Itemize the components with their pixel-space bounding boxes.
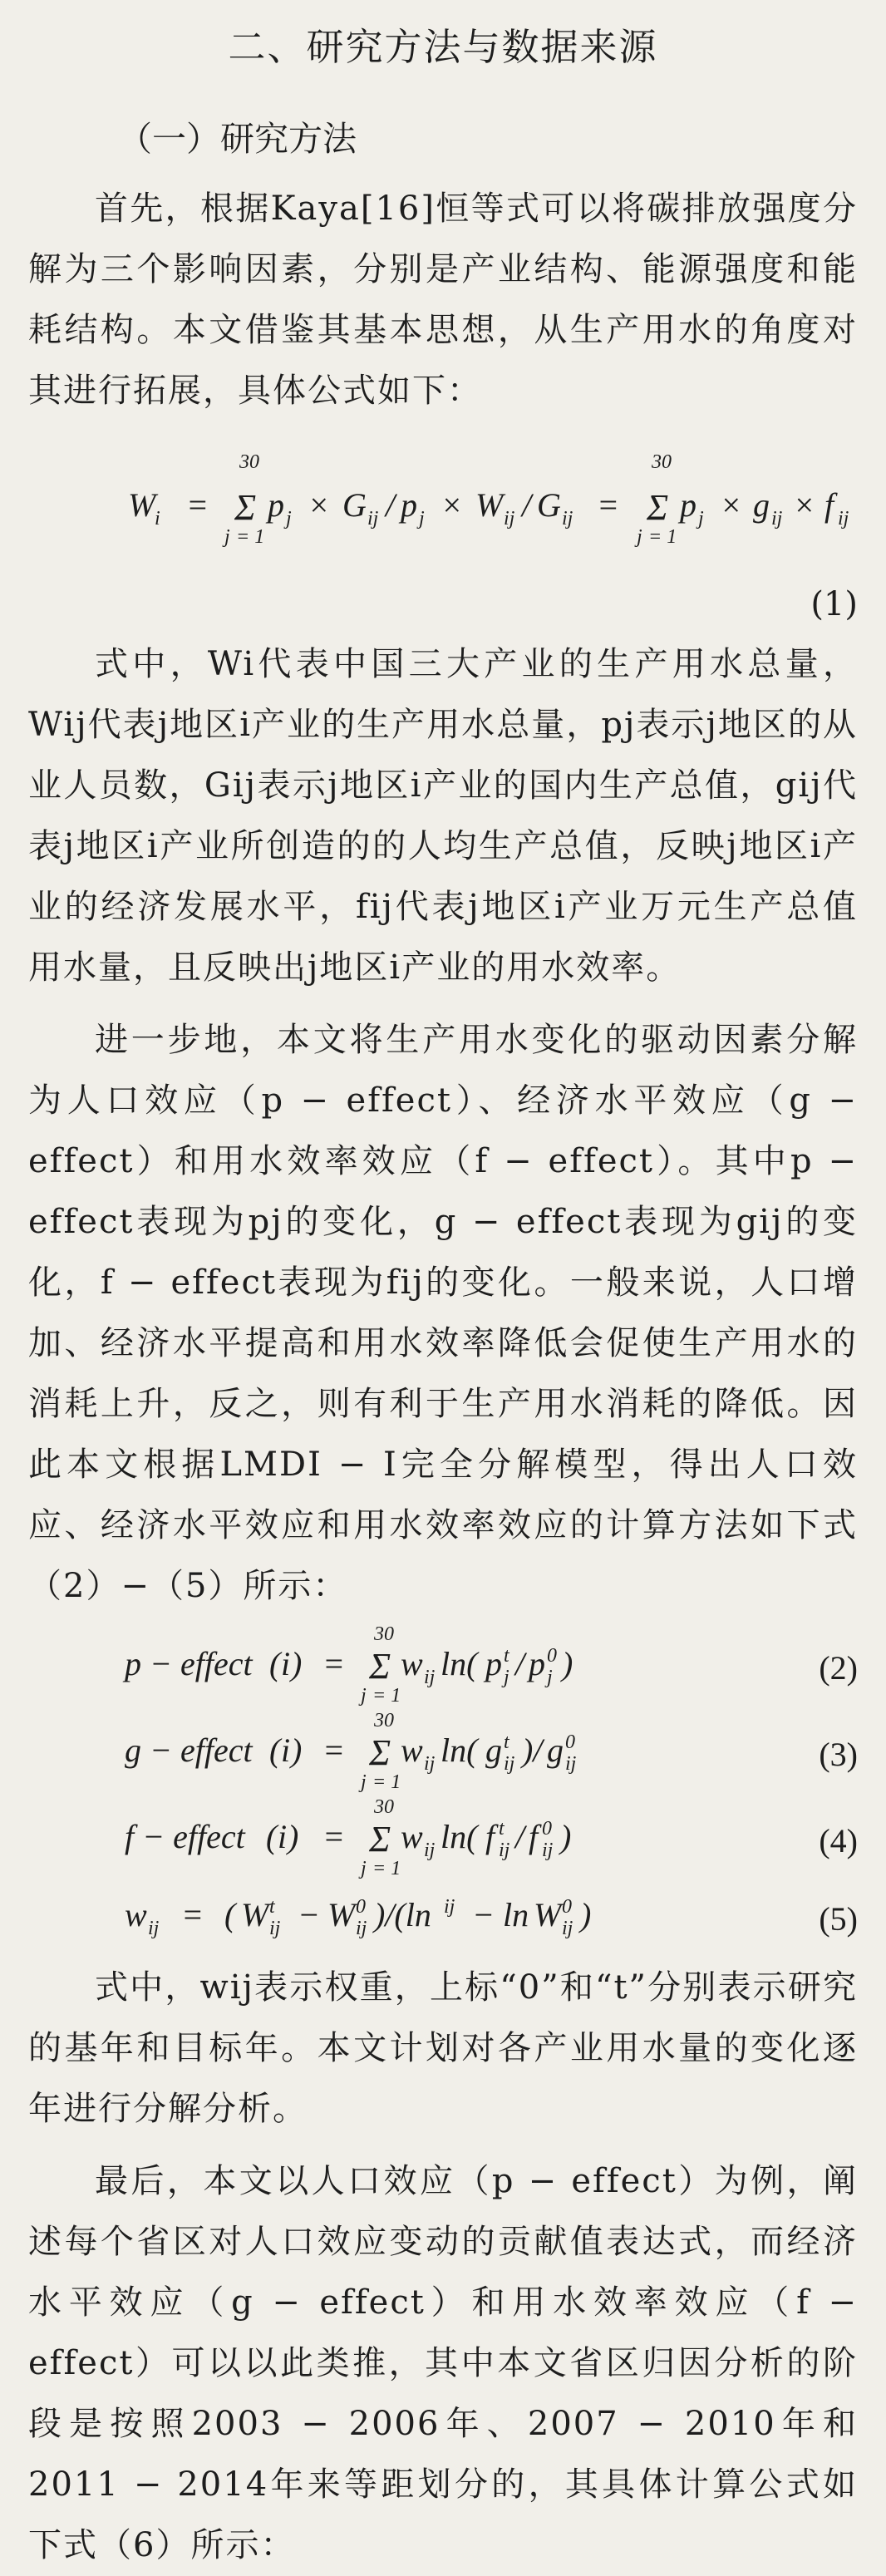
- svg-text:ij: ij: [367, 508, 379, 529]
- equation-5-svg: [28, 1883, 858, 1958]
- equation-5-number: (5): [819, 1900, 858, 1938]
- equation-1-number: (1): [810, 585, 858, 623]
- svg-text:ln(: ln(: [441, 1818, 478, 1855]
- svg-text:30: 30: [239, 451, 259, 473]
- svg-text:ij: ij: [504, 508, 515, 529]
- paragraph-2: 式中，Wi代表中国三大产业的生产用水总量，Wij代表j地区i产业的生产用水总量，pj表示j地区的从业人员数，Gij表示j地区i产业的国内生产总值，gij代表j地区i产业所创造的的人均生产总值，反映j地区i产业的经济发展水平，fij代表j地区i产业万元生产总值用水量，且反映出j地区i产业的用水效率。: [28, 645, 858, 987]
- svg-text:=: =: [597, 486, 619, 524]
- subsection-title: （一）研究方法: [118, 119, 357, 159]
- section-title: 二、研究方法与数据来源: [228, 25, 658, 69]
- svg-text:=: =: [322, 1731, 345, 1769]
- svg-text:p: p: [485, 1645, 502, 1682]
- svg-text:j: j: [361, 1685, 367, 1707]
- svg-text:(: (: [269, 1731, 281, 1769]
- svg-text:W: W: [241, 1896, 269, 1933]
- svg-text:): ): [560, 1818, 572, 1855]
- svg-text:Σ: Σ: [647, 487, 669, 528]
- svg-text:g: g: [753, 486, 770, 524]
- svg-text:×: ×: [793, 486, 815, 524]
- svg-text:ij: ij: [771, 508, 783, 529]
- svg-text:Σ: Σ: [369, 1732, 391, 1773]
- svg-text:ij: ij: [269, 1918, 281, 1939]
- svg-text:ij: ij: [562, 508, 573, 529]
- svg-text:)/: )/: [522, 1731, 543, 1769]
- equation-2-svg: [28, 1623, 858, 1710]
- equation-2-number: (2): [819, 1649, 858, 1687]
- equation-1-svg: [28, 433, 858, 574]
- equation-3-number: (3): [819, 1736, 858, 1773]
- equation-4-number: (4): [819, 1822, 858, 1859]
- svg-text:i: i: [281, 1645, 291, 1682]
- svg-text:w: w: [401, 1818, 423, 1855]
- svg-text:j: j: [637, 526, 642, 548]
- svg-text:G: G: [537, 486, 561, 524]
- svg-text:×: ×: [441, 486, 463, 524]
- svg-text:= 1: = 1: [236, 526, 265, 548]
- svg-text:f: f: [529, 1818, 539, 1855]
- svg-text:W: W: [475, 486, 504, 524]
- svg-text:− ln: − ln: [472, 1896, 529, 1933]
- svg-text:=: =: [322, 1818, 345, 1855]
- svg-text:= 1: = 1: [372, 1858, 401, 1879]
- svg-text:i: i: [155, 508, 160, 529]
- svg-text:w: w: [401, 1731, 423, 1769]
- svg-text:= 1: = 1: [372, 1771, 401, 1793]
- svg-text:ij: ij: [562, 1918, 573, 1939]
- equation-4: [28, 1796, 858, 1883]
- svg-text:30: 30: [374, 1796, 394, 1818]
- svg-text:p: p: [680, 486, 696, 524]
- svg-text:p: p: [529, 1645, 545, 1682]
- svg-text:/: /: [386, 486, 396, 524]
- equation-3: [28, 1710, 858, 1796]
- svg-text:=: =: [186, 486, 209, 524]
- svg-text:f − effect: f − effect: [125, 1818, 245, 1855]
- svg-text:/: /: [515, 1818, 525, 1855]
- svg-text:ln(: ln(: [441, 1731, 478, 1769]
- svg-text:): ): [580, 1896, 592, 1933]
- svg-text:= 1: = 1: [372, 1685, 401, 1707]
- equation-1: [28, 433, 858, 583]
- svg-text:Σ: Σ: [369, 1819, 391, 1859]
- svg-text:×: ×: [720, 486, 742, 524]
- equation-2: [28, 1623, 858, 1710]
- svg-text:ij: ij: [424, 1753, 436, 1775]
- svg-text:i: i: [278, 1818, 288, 1855]
- svg-text:0: 0: [562, 1896, 572, 1918]
- paragraph-4: 式中，wij表示权重，上标“0”和“t”分别表示研究的基年和目标年。本文计划对各产业用水量的变化逐年进行分解分析。: [28, 1968, 858, 2128]
- svg-text:w: w: [401, 1645, 423, 1682]
- svg-text:30: 30: [374, 1623, 394, 1645]
- svg-text:0: 0: [542, 1818, 552, 1840]
- svg-text:Σ: Σ: [234, 487, 257, 528]
- svg-text:): ): [288, 1818, 299, 1855]
- svg-text:W: W: [534, 1896, 562, 1933]
- svg-text:0: 0: [547, 1645, 557, 1667]
- svg-text:=: =: [181, 1896, 204, 1933]
- svg-text:f: f: [485, 1818, 495, 1855]
- svg-text:= 1: = 1: [648, 526, 677, 548]
- svg-text:W: W: [327, 1896, 356, 1933]
- svg-text:(: (: [266, 1818, 278, 1855]
- svg-text:/: /: [515, 1645, 525, 1682]
- svg-text:(: (: [224, 1896, 236, 1933]
- svg-text:g − effect: g − effect: [125, 1731, 253, 1769]
- svg-text:j: j: [361, 1858, 367, 1879]
- svg-text:t: t: [504, 1645, 509, 1667]
- svg-text:−: −: [298, 1896, 320, 1933]
- svg-text:ij: ij: [148, 1918, 160, 1939]
- svg-text:0: 0: [356, 1896, 366, 1918]
- svg-text:j: j: [286, 508, 292, 529]
- svg-text:0: 0: [565, 1731, 575, 1753]
- svg-text:g: g: [485, 1731, 502, 1769]
- equation-5: [28, 1883, 858, 1958]
- svg-text:): ): [291, 1645, 303, 1682]
- svg-text:w: w: [125, 1896, 147, 1933]
- paragraph-5: 最后，本文以人口效应（p − effect）为例，阐述每个省区对人口效应变动的贡献值表达式，而经济水平效应（g − effect）和用水效率效应（f − effect）可以以此类推，其中本文省区归因分析的阶段是按照2003 − 2006年、2007 − 2010年和2011 − 2014年来等距划分的，其具体计算公式如下式（6）所示：: [28, 2162, 858, 2564]
- svg-text:p: p: [268, 486, 284, 524]
- svg-text:p − effect: p − effect: [125, 1645, 253, 1682]
- svg-text:ij: ij: [424, 1667, 436, 1688]
- svg-text:30: 30: [652, 451, 672, 473]
- svg-text:f: f: [824, 486, 834, 524]
- svg-text:ij: ij: [542, 1840, 554, 1861]
- svg-text:j: j: [361, 1771, 367, 1793]
- svg-text:j: j: [547, 1667, 553, 1688]
- svg-text:t: t: [499, 1818, 505, 1840]
- svg-text:ln(: ln(: [441, 1645, 478, 1682]
- svg-text:Σ: Σ: [369, 1646, 391, 1687]
- svg-text:ij: ij: [356, 1918, 367, 1939]
- svg-text:g: g: [547, 1731, 564, 1769]
- svg-text:ij: ij: [444, 1896, 455, 1918]
- svg-text:): ): [291, 1731, 303, 1769]
- svg-text:i: i: [281, 1731, 291, 1769]
- svg-text:): ): [562, 1645, 573, 1682]
- svg-text:ij: ij: [504, 1753, 515, 1775]
- paragraph-1: 首先，根据Kaya[16]恒等式可以将碳排放强度分解为三个影响因素，分别是产业结构、能源强度和能耗结构。本文借鉴其基本思想，从生产用水的角度对其进行拓展，具体公式如下：: [28, 190, 858, 410]
- svg-text:t: t: [269, 1896, 275, 1918]
- svg-text:×: ×: [308, 486, 330, 524]
- svg-text:p: p: [401, 486, 417, 524]
- equation-4-svg: [28, 1796, 858, 1883]
- svg-text:=: =: [322, 1645, 345, 1682]
- svg-text:)/(ln: )/(ln: [374, 1896, 431, 1933]
- svg-text:ij: ij: [424, 1840, 436, 1861]
- svg-text:/: /: [522, 486, 532, 524]
- svg-text:30: 30: [374, 1710, 394, 1731]
- svg-text:ij: ij: [565, 1753, 577, 1775]
- svg-text:j: j: [224, 526, 230, 548]
- svg-text:ij: ij: [499, 1840, 510, 1861]
- svg-text:ij: ij: [838, 508, 849, 529]
- paragraph-3: 进一步地，本文将生产用水变化的驱动因素分解为人口效应（p − effect）、经济水平效应（g − effect）和用水效率效应（f − effect）。其中p − effect表现为pj的变化，g − effect表现为gij的变化，f − effect表现为fij的变化。一般来说，人口增加、经济水平提高和用水效率降低会促使生产用水的消耗上升，反之，则有利于生产用水消耗的降低。因此本文根据LMDI − I完全分解模型，得出人口效应、经济水平效应和用水效率效应的计算方法如下式（2）−（5）所示：: [28, 1021, 858, 1605]
- svg-text:j: j: [419, 508, 425, 529]
- svg-text:G: G: [342, 486, 367, 524]
- svg-text:j: j: [504, 1667, 509, 1688]
- svg-text:(: (: [269, 1645, 281, 1682]
- svg-text:t: t: [504, 1731, 509, 1753]
- svg-text:W: W: [128, 486, 156, 524]
- svg-text:j: j: [698, 508, 704, 529]
- equation-3-svg: [28, 1710, 858, 1796]
